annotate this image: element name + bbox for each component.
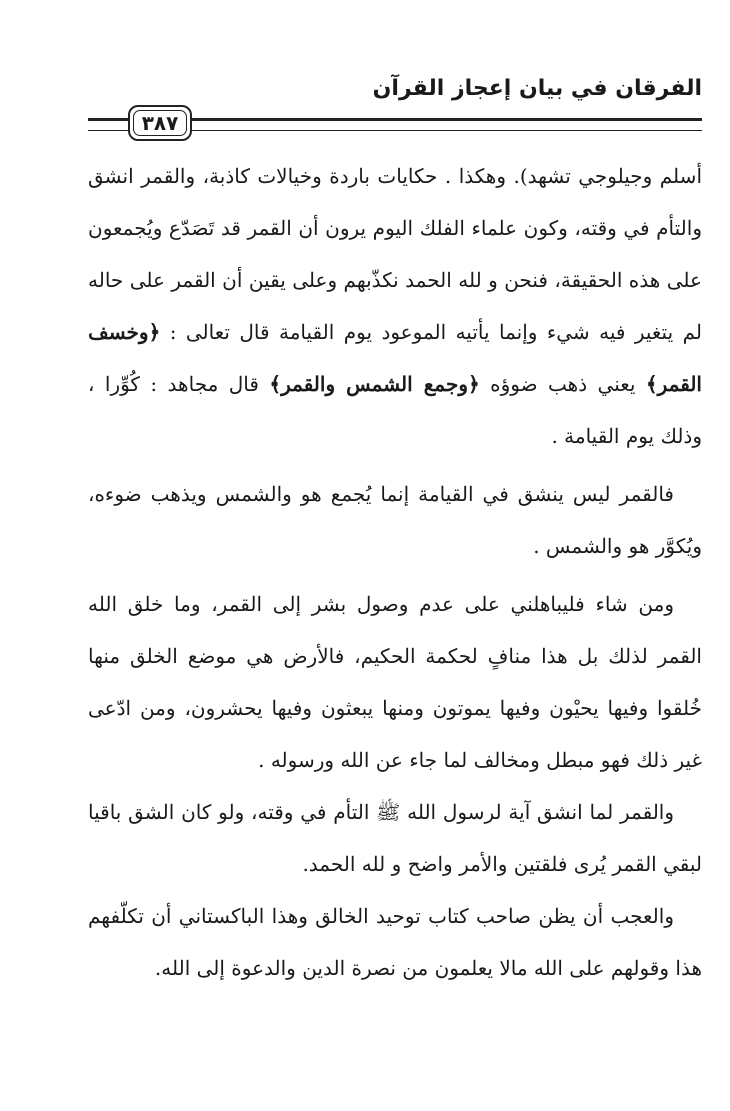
body-text: [88, 150, 702, 994]
page-number: ٣٨٧: [133, 110, 187, 136]
paragraph-2: فالقمر ليس ينشق في القيامة إنما يُجمع هو والشمس ويذهب ضوءه، ويُكوَّر هو والشمس .: [88, 482, 702, 558]
paragraph-1-text-b: يعني ذهب ضوؤه: [479, 372, 646, 396]
paragraph-1-text-c: قال مجاهد : كُوِّرا ، وذلك يوم القيامة .: [88, 372, 702, 448]
quran-quote-1: ﴿وخسف القمر﴾: [88, 320, 702, 396]
paragraph-5: والعجب أن يظن صاحب كتاب توحيد الخالق وهذا الباكستاني أن تكلّفهم هذا وقولهم على الله مالا يعلمون من نصرة الدين والدعوة إلى الله.: [88, 904, 702, 980]
paragraph-1-text-a: أسلم وجيلوجي تشهد). وهكذا . حكايات باردة وخيالات كاذبة، والقمر انشق والتأم في وقته، وكون علماء الفلك اليوم يرون أن القمر قد تَصَدّع ويُجمعون على هذه الحقيقة، فنحن و لله الحمد نكذّبهم وعلى يقين أن القمر على حاله لم يتغير فيه شيء وإنما يأتيه الموعود يوم القيامة قال تعالى :: [88, 164, 702, 344]
quran-quote-2: ﴿وجمع الشمس والقمر﴾: [269, 372, 480, 396]
running-title: الفرقان في بيان إعجاز القرآن: [372, 76, 702, 101]
paragraph-3: ومن شاء فليباهلني على عدم وصول بشر إلى القمر، وما خلق الله القمر لذلك بل هذا منافٍ لحكمة الحكيم، فالأرض هي موضع الخلق منها خُلقوا وفيها يحيْون وفيها يموتون ومنها يبعثون وفيها يحشرون، ومن ادّعى غير ذلك فهو مبطل ومخالف لما جاء عن الله ورسوله .: [88, 592, 702, 772]
page-number-badge: [128, 105, 192, 141]
paragraph-1: [88, 150, 702, 462]
paragraph-4: والقمر لما انشق آية لرسول الله ﷺ التأم في وقته، ولو كان الشق باقيا لبقي القمر يُرى فلقتين والأمر واضح و لله الحمد.: [88, 800, 702, 876]
